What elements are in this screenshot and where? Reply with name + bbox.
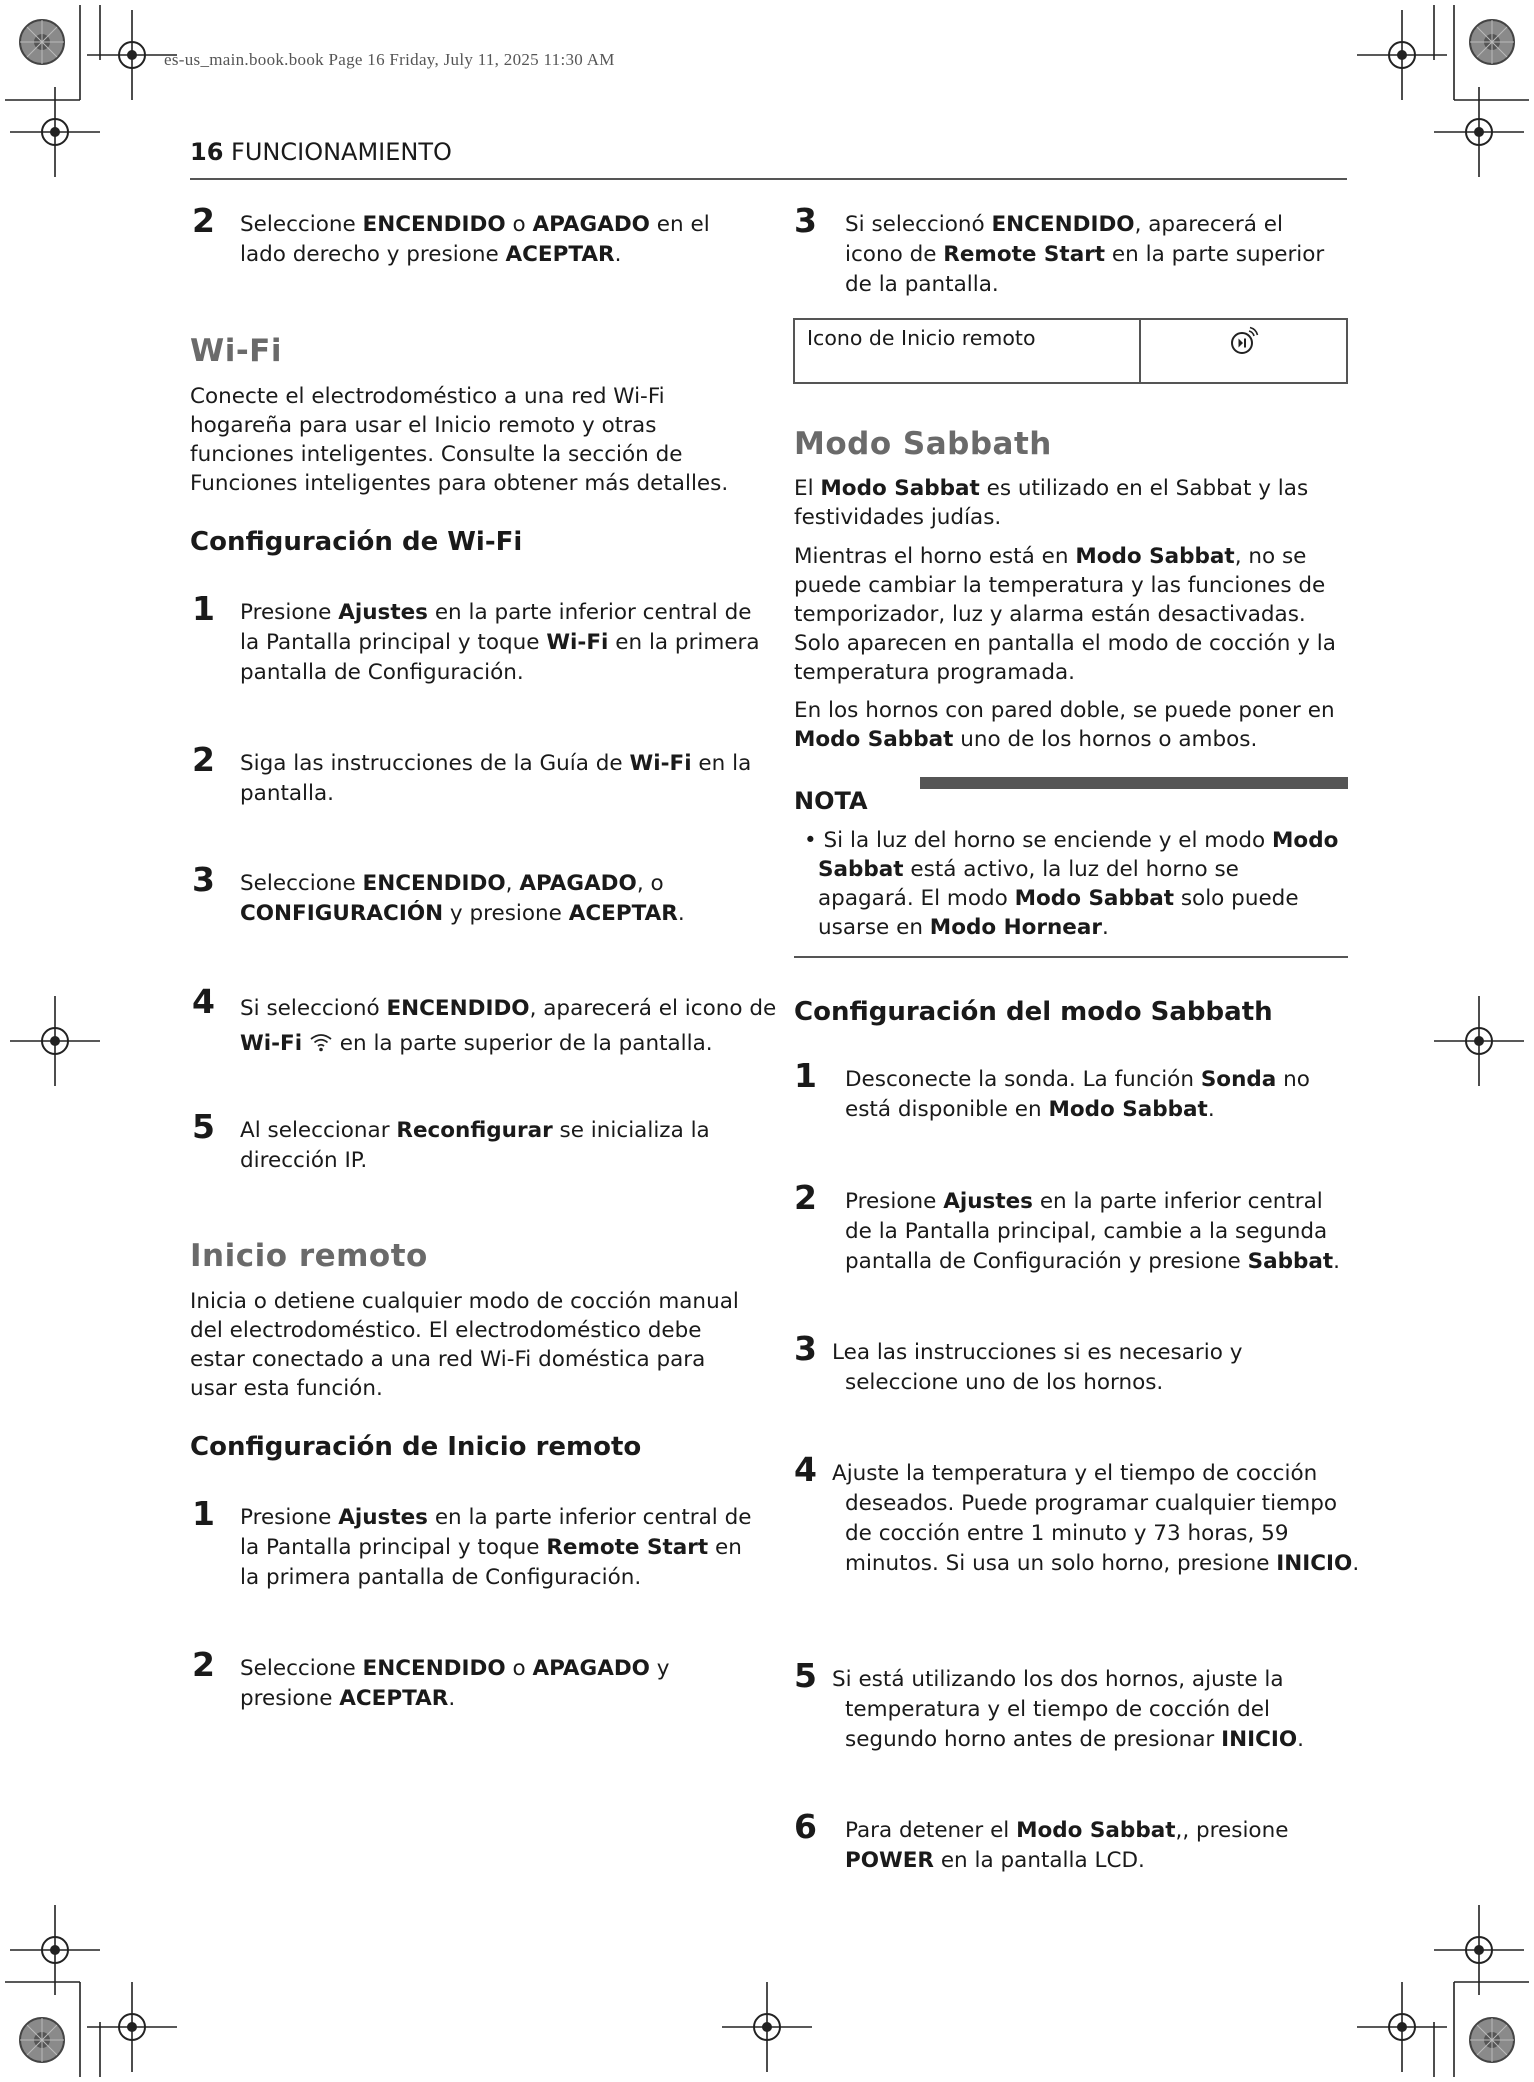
step-text: Si está utilizando los dos hornos, ajuste la temperatura y el tiempo de cocción del segundo horno antes de presionar INICIO. — [832, 1667, 1304, 1752]
step-number: 2 — [192, 740, 215, 779]
sabbath-paragraph-1: El Modo Sabbat es utilizado en el Sabbat y las festividades judías. — [794, 476, 1309, 530]
sabbath-paragraph-2: Mientras el horno está en Modo Sabbat, no se puede cambiar la temperatura y las funciones de temporizador, luz y alarma están desactivadas. Solo aparecen en pantalla el modo de cocción y la temperatura programada. — [794, 544, 1336, 685]
icon-table-icon-cell — [1140, 319, 1347, 383]
step-number: 4 — [192, 982, 215, 1021]
sabbath-config-title: Configuración del modo Sabbath — [794, 997, 1273, 1027]
wifi-intro-paragraph: Conecte el electrodoméstico a una red Wi-Fi hogareña para usar el Inicio remoto y otras funciones inteligentes. Consulte la sección de Funciones inteligentes para obtener más detalles. — [190, 384, 729, 496]
remote-start-icon-table — [793, 318, 1348, 384]
step-text: Presione Ajustes en la parte inferior central de la Pantalla principal y toque Wi-Fi en la primera pantalla de Configuración. — [240, 600, 760, 685]
step-number: 3 — [192, 860, 215, 899]
step-text: Ajuste la temperatura y el tiempo de cocción deseados. Puede programar cualquier tiempo de cocción entre 1 minuto y 73 horas, 59 minutos. Si usa un solo horno, presione INICIO. — [832, 1461, 1360, 1576]
step-number: 4 — [794, 1450, 817, 1489]
step-number: 3 — [794, 201, 817, 240]
step-number: 3 — [794, 1329, 817, 1368]
note-bar — [920, 777, 1348, 789]
step-text: Si seleccionó ENCENDIDO, aparecerá el icono de Remote Start en la parte superior de la pantalla. — [845, 212, 1325, 297]
step-number: 5 — [794, 1656, 817, 1695]
remote-start-section-title: Inicio remoto — [190, 1238, 428, 1274]
step-text: Desconecte la sonda. La función Sonda no está disponible en Modo Sabbat. — [845, 1067, 1310, 1122]
section-title: FUNCIONAMIENTO — [231, 138, 452, 166]
step-text: Presione Ajustes en la parte inferior central de la Pantalla principal, cambie a la segunda pantalla de Configuración y presione Sabbat. — [845, 1189, 1340, 1274]
remote-start-icon — [1229, 326, 1259, 356]
file-info-header: es-us_main.book.book Page 16 Friday, July 11, 2025 11:30 AM — [164, 50, 615, 69]
icon-table-label: Icono de Inicio remoto — [794, 319, 1140, 383]
step-number: 1 — [794, 1056, 817, 1095]
wifi-icon — [309, 1032, 333, 1052]
step-text: Seleccione ENCENDIDO o APAGADO en el lado derecho y presione ACEPTAR. — [240, 212, 710, 267]
header-rule — [190, 178, 1347, 180]
step-number: 5 — [192, 1107, 215, 1146]
step-number: 1 — [192, 1494, 215, 1533]
step-number: 2 — [794, 1178, 817, 1217]
step-number: 2 — [192, 201, 215, 240]
step-text: Siga las instrucciones de la Guía de Wi-Fi en la pantalla. — [240, 751, 752, 806]
step-number: 6 — [794, 1807, 817, 1846]
remote-start-intro-paragraph: Inicia o detiene cualquier modo de cocción manual del electrodoméstico. El electrodoméstico debe estar conectado a una red Wi-Fi doméstica para usar esta función. — [190, 1289, 739, 1401]
note-title: NOTA — [794, 787, 868, 815]
note-text: • Si la luz del horno se enciende y el modo Modo Sabbat está activo, la luz del horno se apagará. El modo Modo Sabbat solo puede usarse en Modo Hornear. — [804, 828, 1339, 940]
step-text: Lea las instrucciones si es necesario y seleccione uno de los hornos. — [832, 1340, 1243, 1395]
sabbath-section-title: Modo Sabbath — [794, 426, 1052, 462]
step-text: Para detener el Modo Sabbat,, presione POWER en la pantalla LCD. — [845, 1818, 1289, 1873]
step-text: Seleccione ENCENDIDO, APAGADO, o CONFIGURACIÓN y presione ACEPTAR. — [240, 871, 685, 926]
step-number: 2 — [192, 1645, 215, 1684]
wifi-config-title: Configuración de Wi-Fi — [190, 527, 523, 557]
wifi-section-title: Wi-Fi — [190, 333, 282, 369]
step-number: 1 — [192, 589, 215, 628]
page-heading — [190, 138, 452, 166]
step-text: Al seleccionar Reconfigurar se inicializa la dirección IP. — [240, 1118, 710, 1173]
page-number: 16 — [190, 138, 224, 166]
sabbath-paragraph-3: En los hornos con pared doble, se puede poner en Modo Sabbat uno de los hornos o ambos. — [794, 698, 1335, 752]
step-text: Presione Ajustes en la parte inferior central de la Pantalla principal y toque Remote Start en la primera pantalla de Configuración. — [240, 1505, 752, 1590]
note-bottom-rule — [794, 956, 1348, 958]
remote-start-config-title: Configuración de Inicio remoto — [190, 1432, 642, 1462]
step-text: Si seleccionó ENCENDIDO, aparecerá el icono de Wi-Fi en la parte superior de la pantalla. — [240, 996, 777, 1056]
step-text: Seleccione ENCENDIDO o APAGADO y presione ACEPTAR. — [240, 1656, 670, 1711]
